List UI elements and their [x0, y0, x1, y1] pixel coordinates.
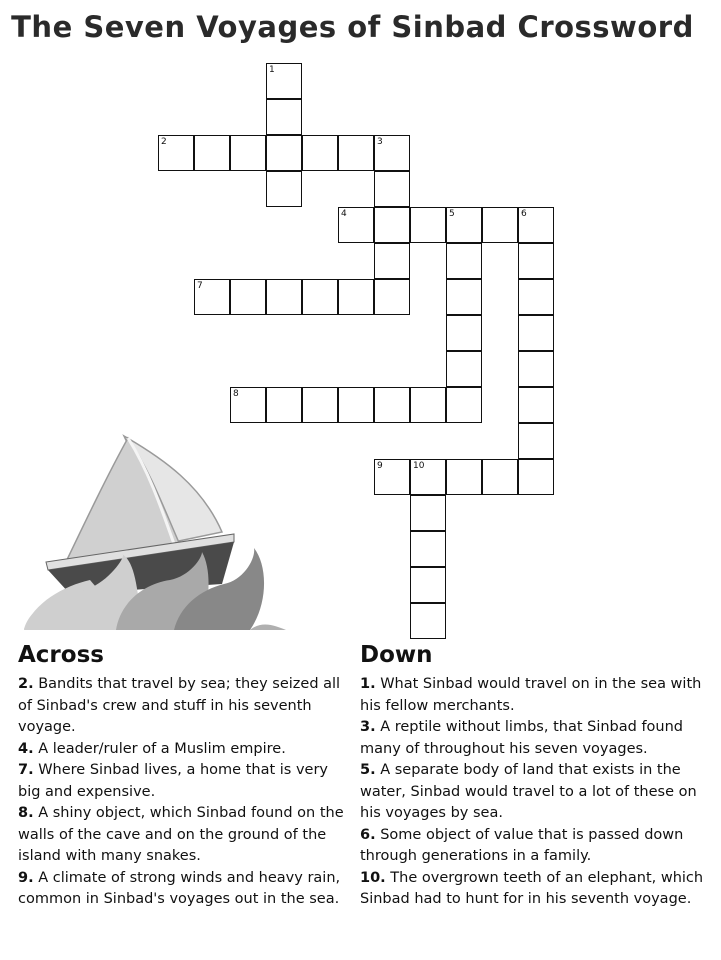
- grid-cell[interactable]: [410, 531, 446, 567]
- grid-cell[interactable]: [446, 243, 482, 279]
- grid-cell[interactable]: [266, 135, 302, 171]
- grid-cell[interactable]: [374, 387, 410, 423]
- grid-cell[interactable]: [482, 207, 518, 243]
- down-clue-6: [360, 825, 720, 868]
- grid-cell[interactable]: [518, 279, 554, 315]
- grid-cell[interactable]: [266, 171, 302, 207]
- cell-number: 5: [449, 209, 455, 219]
- clue-text: A climate of strong winds and heavy rain, common in Sinbad's voyages out in the sea.: [18, 869, 341, 907]
- grid-cell[interactable]: [374, 459, 410, 495]
- grid-cell[interactable]: [446, 387, 482, 423]
- grid-cell[interactable]: [410, 387, 446, 423]
- clue-text: A shiny object, which Sinbad found on the walls of the cave and on the ground of the island with many snakes.: [18, 805, 344, 864]
- cell-number: 9: [377, 461, 383, 471]
- clue-text: What Sinbad would travel on in the sea with his fellow merchants.: [360, 676, 702, 714]
- grid-cell[interactable]: [482, 459, 518, 495]
- cell-number: 4: [341, 209, 347, 219]
- across-clue-8: [18, 803, 348, 868]
- clue-text: Where Sinbad lives, a home that is very big and expensive.: [18, 762, 328, 800]
- clue-text: Bandits that travel by sea; they seized all of Sinbad's crew and stuff in his seventh voyage.: [18, 676, 341, 735]
- grid-cell[interactable]: [230, 135, 266, 171]
- grid-cell[interactable]: [446, 459, 482, 495]
- grid-cell[interactable]: [518, 423, 554, 459]
- cell-number: 2: [161, 137, 167, 147]
- clue-text: The overgrown teeth of an elephant, which Sinbad had to hunt for in his seventh voyage.: [360, 869, 704, 907]
- grid-cell[interactable]: [266, 63, 302, 99]
- across-clue-9: [18, 868, 348, 911]
- down-clue-3: [360, 717, 720, 760]
- grid-cell[interactable]: [338, 135, 374, 171]
- clue-number: 3.: [360, 719, 376, 735]
- grid-cell[interactable]: [518, 315, 554, 351]
- grid-cell[interactable]: [410, 603, 446, 639]
- across-heading: Across: [18, 642, 104, 668]
- clue-number: 10.: [360, 869, 386, 886]
- clue-number: 5.: [360, 762, 376, 778]
- clue-text: A leader/ruler of a Muslim empire.: [38, 740, 286, 757]
- clue-number: 1.: [360, 676, 376, 692]
- grid-cell[interactable]: [194, 279, 230, 315]
- grid-cell[interactable]: [338, 207, 374, 243]
- clue-number: 4.: [18, 740, 34, 757]
- across-clue-7: [18, 760, 348, 803]
- grid-cell[interactable]: [266, 387, 302, 423]
- grid-cell[interactable]: [230, 387, 266, 423]
- grid-cell[interactable]: [446, 315, 482, 351]
- grid-cell[interactable]: [374, 279, 410, 315]
- down-clues: [360, 642, 720, 911]
- wave-foam: [250, 625, 286, 630]
- grid-cell[interactable]: [410, 495, 446, 531]
- grid-cell[interactable]: [518, 387, 554, 423]
- across-clue-4: [18, 739, 348, 761]
- grid-cell[interactable]: [302, 387, 338, 423]
- clue-number: 6.: [360, 826, 376, 843]
- grid-cell[interactable]: [374, 171, 410, 207]
- clue-text: Some object of value that is passed down through generations in a family.: [360, 826, 684, 864]
- grid-cell[interactable]: [518, 207, 554, 243]
- grid-cell[interactable]: [446, 207, 482, 243]
- down-clue-5: [360, 760, 720, 825]
- clue-number: 8.: [18, 805, 34, 821]
- grid-cell[interactable]: [338, 387, 374, 423]
- grid-cell[interactable]: [410, 459, 446, 495]
- down-clue-1: [360, 674, 720, 717]
- grid-cell[interactable]: [266, 99, 302, 135]
- cell-number: 1: [269, 65, 275, 75]
- grid-cell[interactable]: [266, 279, 302, 315]
- grid-cell[interactable]: [374, 243, 410, 279]
- clue-text: A separate body of land that exists in the water, Sinbad would travel to a lot of these on his voyages by sea.: [360, 762, 697, 821]
- grid-cell[interactable]: [518, 459, 554, 495]
- cell-number: 7: [197, 281, 203, 291]
- grid-cell[interactable]: [446, 279, 482, 315]
- grid-cell[interactable]: [158, 135, 194, 171]
- cell-number: 6: [521, 209, 527, 219]
- across-clues: [18, 642, 348, 911]
- down-heading: Down: [360, 642, 433, 668]
- cell-number: 3: [377, 137, 383, 147]
- clue-number: 9.: [18, 869, 34, 886]
- grid-cell[interactable]: [374, 207, 410, 243]
- clue-number: 7.: [18, 762, 34, 778]
- grid-cell[interactable]: [230, 279, 266, 315]
- grid-cell[interactable]: [302, 279, 338, 315]
- clue-number: 2.: [18, 676, 34, 692]
- cell-number: 8: [233, 389, 239, 399]
- grid-cell[interactable]: [302, 135, 338, 171]
- grid-cell[interactable]: [194, 135, 230, 171]
- across-clue-2: [18, 674, 348, 739]
- down-clue-10: [360, 868, 720, 911]
- grid-cell[interactable]: [518, 351, 554, 387]
- cell-number: 10: [413, 461, 425, 471]
- grid-cell[interactable]: [446, 351, 482, 387]
- grid-cell[interactable]: [410, 207, 446, 243]
- grid-cell[interactable]: [410, 567, 446, 603]
- page-title: The Seven Voyages of Sinbad Crossword: [11, 10, 694, 44]
- grid-cell[interactable]: [374, 135, 410, 171]
- grid-cell[interactable]: [338, 279, 374, 315]
- sailboat-on-waves-illustration: [24, 434, 294, 634]
- clue-text: A reptile without limbs, that Sinbad found many of throughout his seven voyages.: [360, 719, 684, 757]
- grid-cell[interactable]: [518, 243, 554, 279]
